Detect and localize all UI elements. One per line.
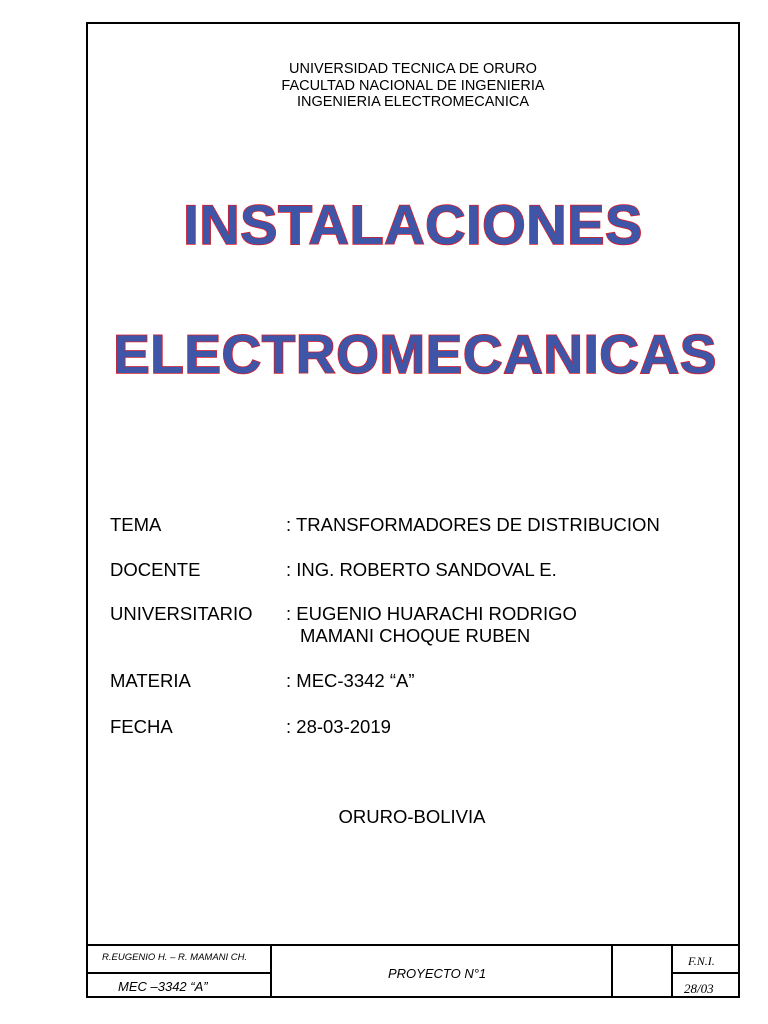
department-name: INGENIERIA ELECTROMECANICA [296,94,530,110]
location-line [88,806,738,828]
title-block [88,944,738,998]
detail-value: : MEC-3342 “A” [286,670,415,691]
detail-value: : EUGENIO HUARACHI RODRIGO [286,603,577,624]
authors-text: R.EUGENIO H. – R. MAMANI CH. [102,952,248,963]
title-block-divider [671,944,673,998]
detail-label: FECHA [110,716,173,737]
project-text: PROYECTO N°1 [388,966,487,981]
detail-label: DOCENTE [110,559,201,580]
title-block-divider [270,944,272,998]
institution-header [88,61,738,111]
detail-label: TEMA [110,514,162,535]
detail-value-second-line: MAMANI CHOQUE RUBEN [300,625,531,646]
title-block-top-border [88,944,738,946]
institution-abbrev: F.N.I. [688,954,715,968]
detail-value: : TRANSFORMADORES DE DISTRIBUCION [286,514,660,535]
date-short: 28/03 [684,981,714,996]
title-block-divider [611,944,613,998]
page-border-frame [86,22,740,998]
title-line-2: ELECTROMECANICAS [113,323,717,385]
title-block-row-split [671,972,738,974]
faculty-name: FACULTAD NACIONAL DE INGENIERIA [281,77,545,94]
university-name: UNIVERSIDAD TECNICA DE ORURO [289,61,537,77]
location-text: ORURO-BOLIVIA [338,806,486,827]
detail-label: UNIVERSITARIO [110,603,253,624]
course-code-text: MEC –3342 “A” [118,979,208,994]
detail-label: MATERIA [110,670,191,691]
detail-value: : 28-03-2019 [286,716,391,737]
detail-value: : ING. ROBERTO SANDOVAL E. [286,559,557,580]
title-line-1: INSTALACIONES [183,193,643,256]
title-block-row-split [88,972,272,974]
